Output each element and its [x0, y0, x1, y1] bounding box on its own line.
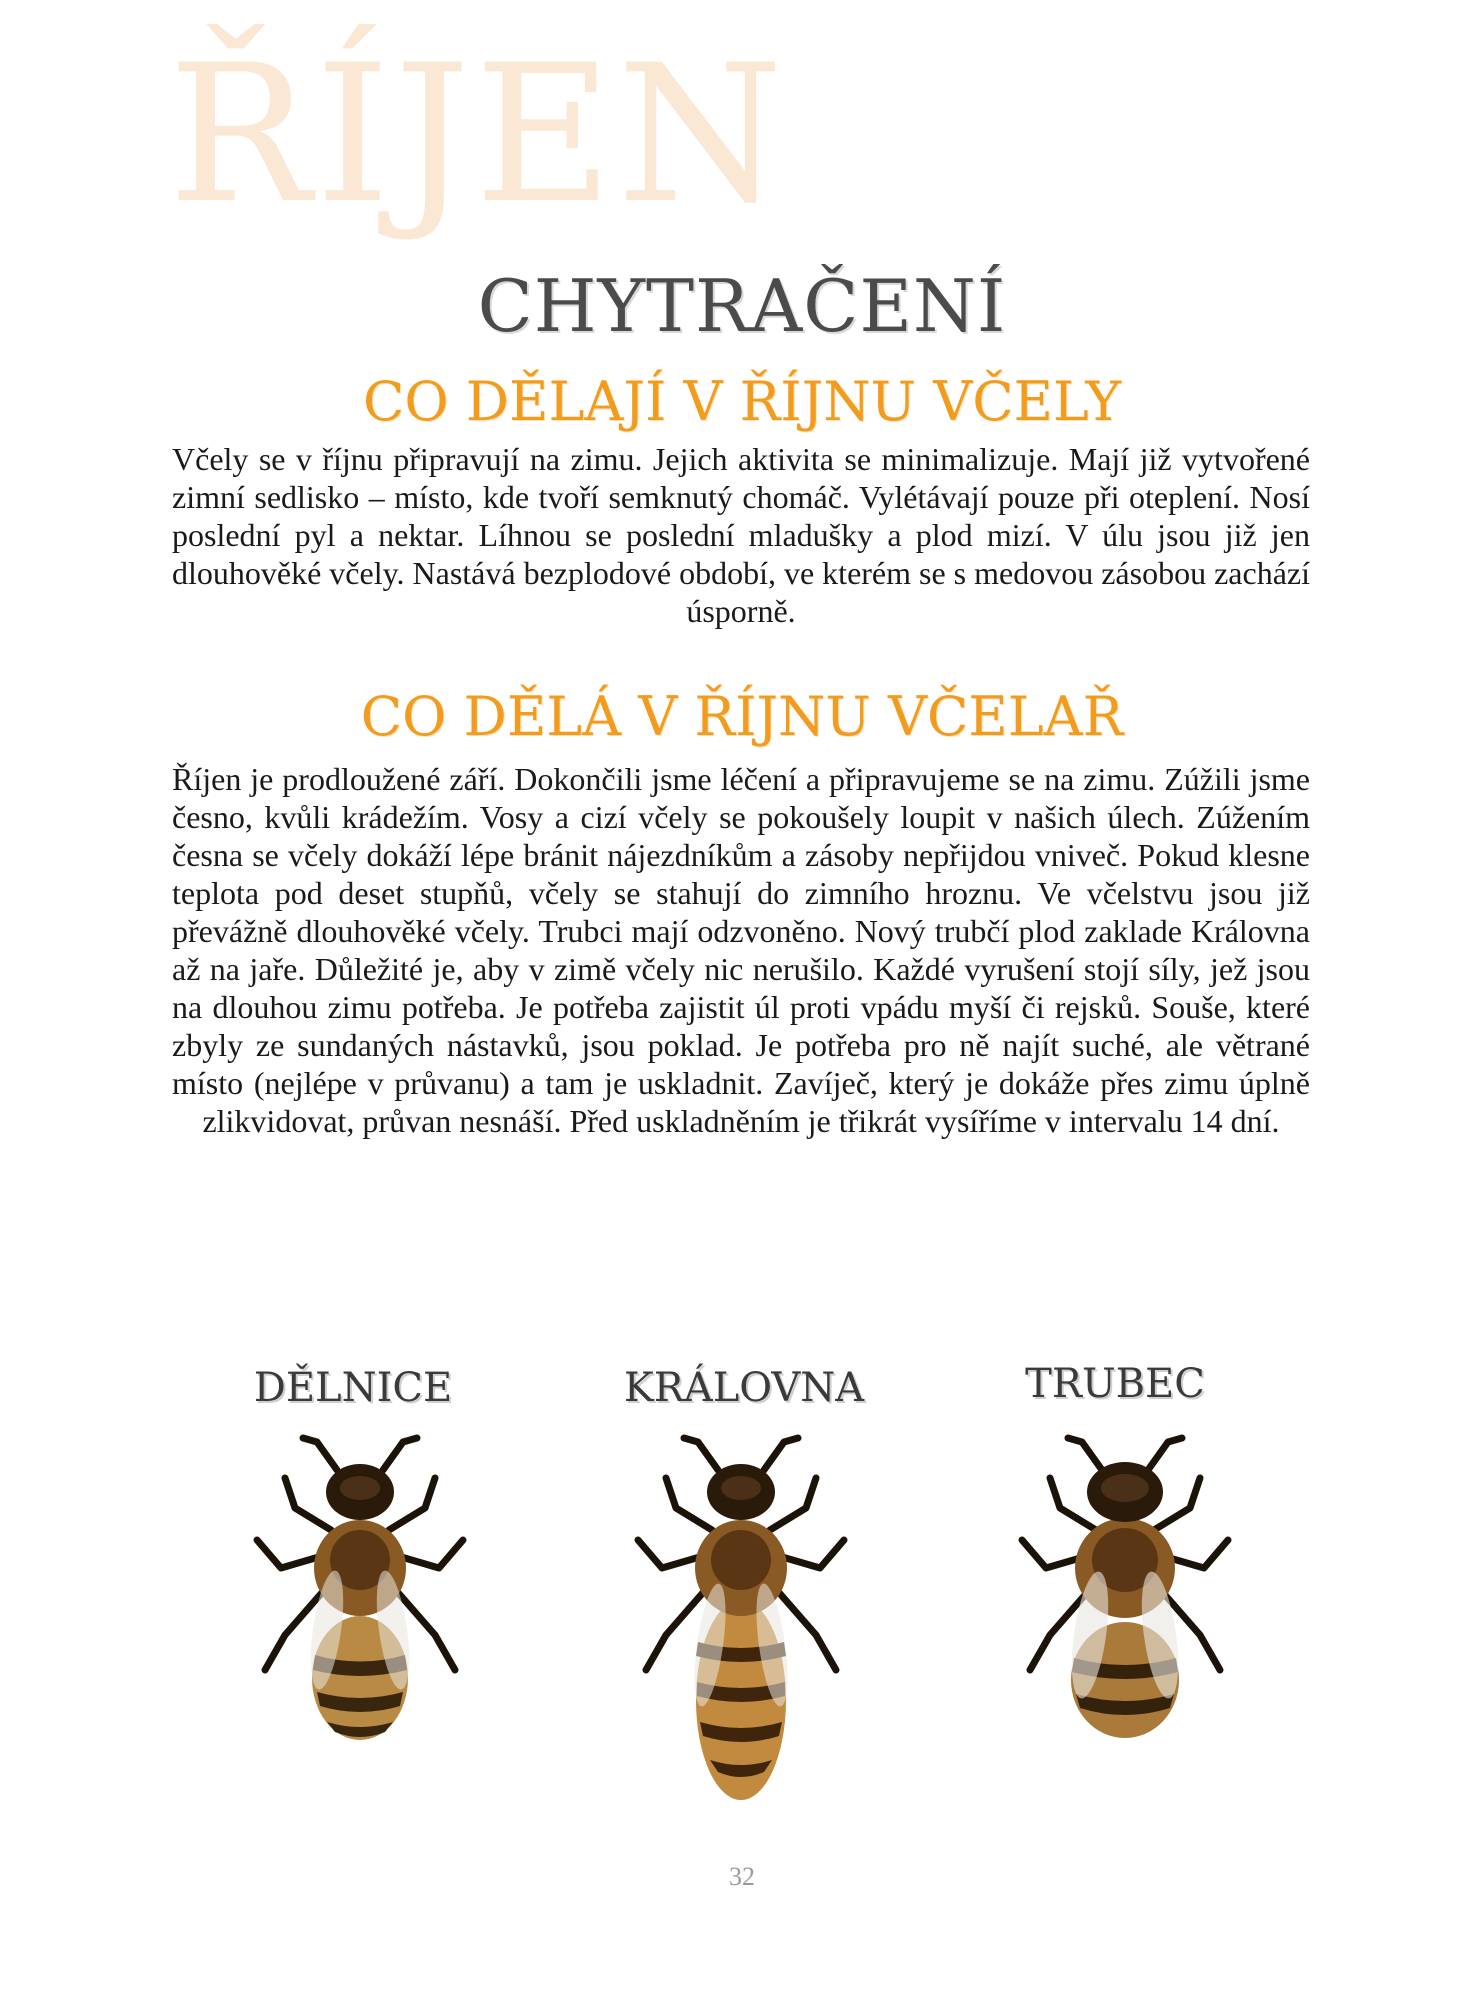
drone-bee-label: TRUBEC: [1025, 1361, 1205, 1407]
month-watermark: ŘÍJEN: [168, 24, 788, 245]
page-number: 32: [729, 1862, 755, 1891]
queen-bee-label: KRÁLOVNA: [623, 1365, 865, 1411]
page-title: CHYTRAČENÍ: [477, 264, 1007, 348]
worker-bee-image: [245, 1430, 475, 1750]
drone-bee-image: [1010, 1430, 1240, 1750]
queen-bee-image: [626, 1430, 856, 1810]
section-text-bees: Včely se v říjnu připravují na zimu. Jejich aktivita se minimalizuje. Mají již vytvořené zimní sedlisko – místo, kde tvoří semknutý chomáč. Vylétávají pouze při oteplení. Nosí poslední pyl a nektar. Líhnou se poslední mladušky a plod mizí. V úlu jsou již jen dlouhověké včely. Nastává bezplodové období, ve kterém se s medovou zásobou zachází úsporně.: [172, 441, 1310, 629]
section-heading-beekeeper: CO DĚLÁ V ŘÍJNU VČELAŘ: [360, 685, 1124, 748]
worker-bee-label: DĚLNICE: [253, 1365, 453, 1411]
section-text-beekeeper: Říjen je prodloužené září. Dokončili jsme léčení a připravujeme se na zimu. Zúžili jsme česno, kvůli krádežím. Vosy a cizí včely se pokoušely loupit v našich úlech. Zúžením česna se včely dokáží lépe bránit nájezdníkům a zásoby nepřijdou vniveč. Pokud klesne teplota pod deset stupňů, včely se stahují do zimního hroznu. Ve včelstvu jsou již převážně dlouhověké včely. Trubci mají odzvoněno. Nový trubčí plod zaklade Královna až na jaře. Důležité je, aby v zimě včely nic nerušilo. Každé vyrušení stojí síly, jež jsou na dlouhou zimu potřeba. Je potřeba zajistit úl proti vpádu myší či rejsků. Souše, které zbyly ze sundaných nástavků, jsou poklad. Je potřeba pro ně najít suché, ale větrané místo (nejlépe v průvanu) a tam je uskladnit. Zavíječ, který je dokáže přes zimu úplně zlikvidovat, průvan nesnáší. Před uskladněním je třikrát vysíříme v intervalu 14 dní.: [172, 761, 1310, 1139]
section-heading-bees: CO DĚLAJÍ V ŘÍJNU VČELY: [363, 370, 1121, 433]
